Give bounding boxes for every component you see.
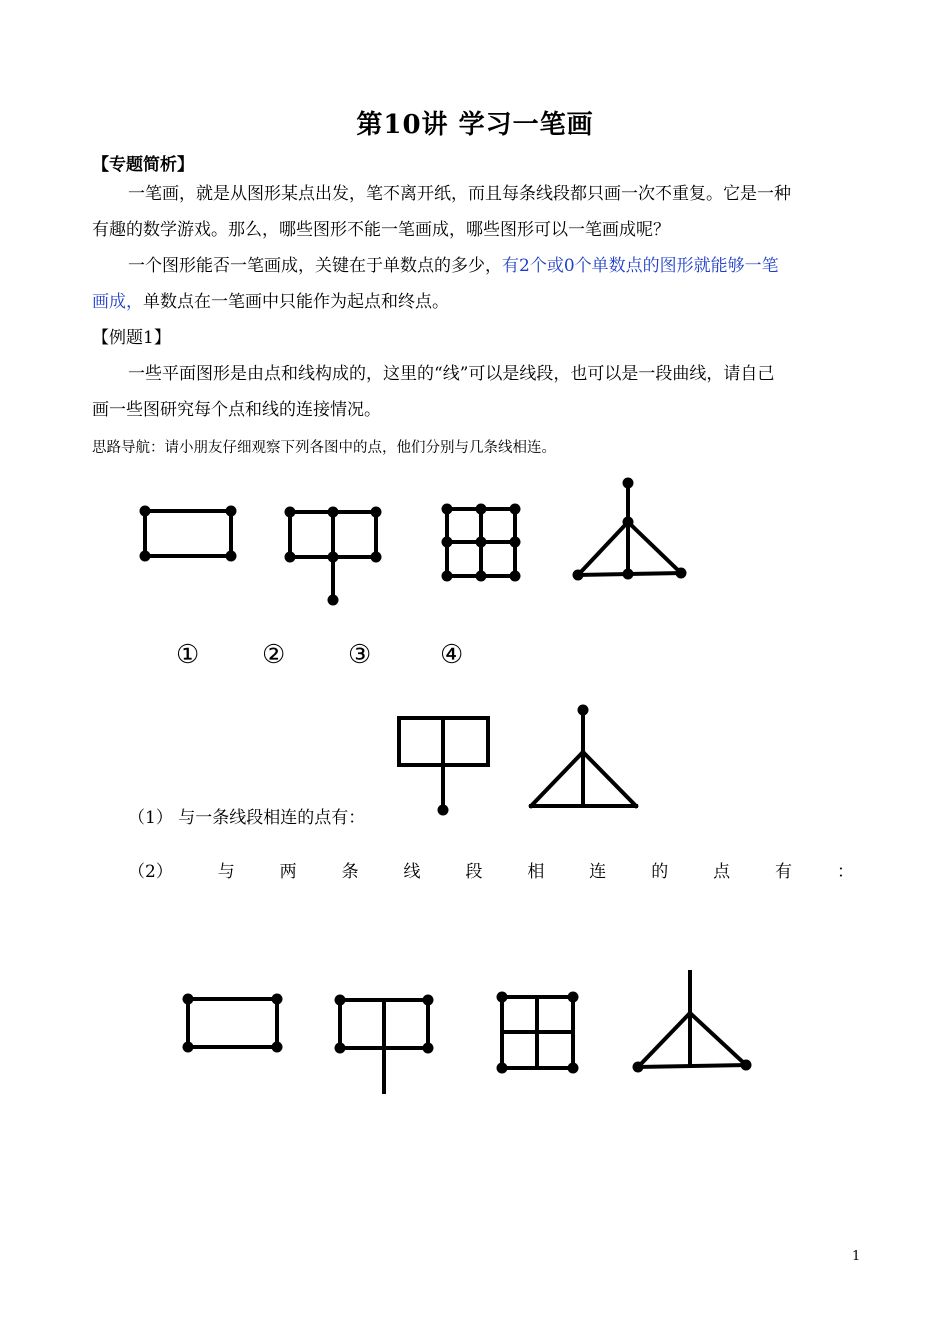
answer-figure-triangle	[633, 972, 752, 1073]
example-line-2: 画一些图研究每个点和线的连接情况。	[92, 400, 381, 420]
page-number: 1	[852, 1249, 861, 1264]
question-2-char: 相	[527, 862, 545, 882]
question-2-char: 条	[341, 862, 359, 882]
question-2-char: 的	[651, 862, 669, 882]
figure-number-4: ④	[440, 640, 464, 670]
question-2-prefix: （2）	[128, 862, 173, 882]
question-2-char: 连	[589, 862, 607, 882]
intro-p2-plain: 一个图形能否一笔画成，关键在于单数点的多少，	[128, 256, 502, 276]
section-heading-intro: 【专题简析】	[92, 155, 194, 175]
question-1: （1） 与一条线段相连的点有：	[128, 808, 366, 828]
question-2-char: 段	[465, 862, 483, 882]
example-heading: 【例题1】	[92, 328, 171, 348]
intro-p2-highlight: 有2个或0个单数点的图形就能够一笔	[502, 256, 779, 276]
question-2-char: 与	[217, 862, 235, 882]
example-line-1: 一些平面图形是由点和线构成的，这里的“线”可以是线段，也可以是一段曲线，请自己	[128, 364, 775, 384]
answer-figure-zhong	[335, 995, 434, 1093]
page-title: 第10讲 学习一笔画	[356, 110, 594, 140]
figure-4-triangle	[573, 478, 687, 581]
intro-p2-plain-cont: 单数点在一笔画中只能作为起点和终点。	[143, 292, 449, 312]
question-2-char: 有	[775, 862, 793, 882]
example-hint: 思路导航：请小朋友仔细观察下列各图中的点，他们分别与几条线相连。	[92, 440, 556, 456]
figure-number-2: ②	[262, 640, 286, 670]
intro-p2-highlight-cont: 画成，	[92, 292, 143, 312]
example-triangle-endpoint	[531, 705, 636, 807]
figure-3-grid	[442, 504, 521, 582]
intro-paragraph-1-line-1: 一笔画，就是从图形某点出发，笔不离开纸，而且每条线段都只画一次不重复。它是一种	[128, 184, 791, 204]
answer-figure-rectangle	[183, 994, 283, 1053]
figure-number-1: ①	[176, 640, 200, 670]
intro-paragraph-1-line-2: 有趣的数学游戏。那么，哪些图形不能一笔画成，哪些图形可以一笔画成呢？	[92, 220, 670, 240]
figure-2-zhong	[285, 507, 382, 606]
question-2-char: 线	[403, 862, 421, 882]
question-2-char: 点	[713, 862, 731, 882]
question-2-char: ：	[836, 862, 854, 882]
answer-figure-grid	[497, 992, 579, 1074]
question-2-char: 两	[279, 862, 297, 882]
figure-number-3: ③	[348, 640, 372, 670]
example-zhong-endpoint	[399, 718, 488, 816]
figure-1-rectangle	[140, 506, 237, 562]
